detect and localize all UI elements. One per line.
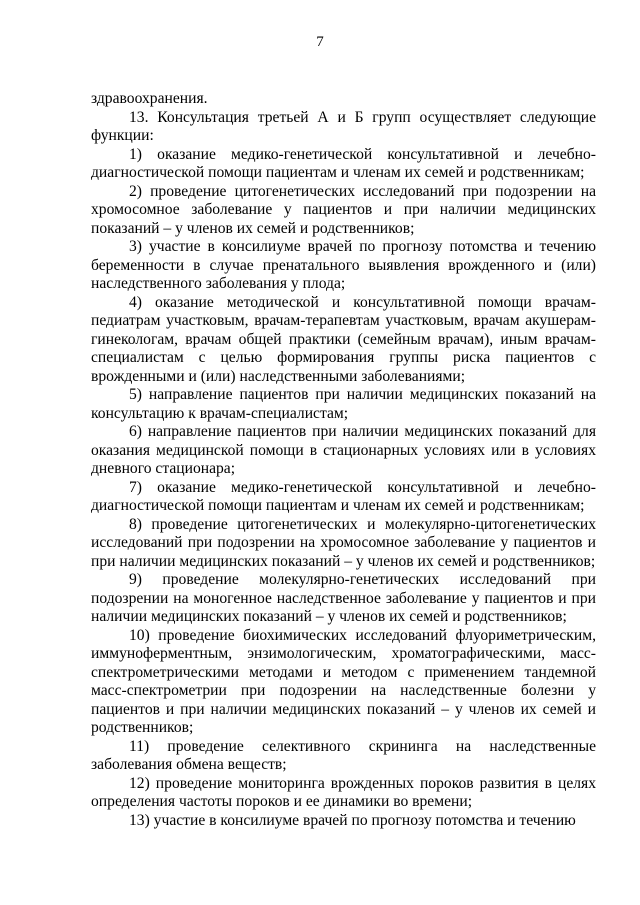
list-item-1: 1) оказание медико-генетической консультативной и лечебно-диагностической помощи пациентам и членам их семей и родственникам; (91, 145, 596, 181)
list-item-3: 3) участие в консилиуме врачей по прогнозу потомства и течению беременности в случае пренатального выявления врожденного и (или) наследственного заболевания у плода; (91, 238, 596, 292)
list-item-13: 13) участие в консилиуме врачей по прогнозу потомства и течению (129, 811, 576, 829)
list-item-10: 10) проведение биохимических исследований флуориметрическим, иммуноферментным, энзимологическим, хроматографическими, масс-спектрометрическими методами и методом с применением тандемной масс-спектрометрии при подозрении на наследственные болезни у пациентов и при наличии медицинских показаний – у членов их семей и родственников; (91, 626, 596, 736)
list-item-4: 4) оказание методической и консультативной помощи врачам-педиатрам участковым, врачам-терапевтам участковым, врачам акушерам-гинекологам, врачам общей практики (семейным врачам), иным врачам-специалистам с целью формирования группы риска пациентов с врожденными и (или) наследственными заболеваниями; (91, 293, 596, 385)
list-item-9: 9) проведение молекулярно-генетических исследований при подозрении на моногенное наследственное заболевание у пациентов и при наличии медицинских показаний – у членов их семей и родственников; (91, 571, 596, 625)
list-item-8: 8) проведение цитогенетических и молекулярно-цитогенетических исследований при подозрении на хромосомное заболевание у пациентов и при наличии медицинских показаний – у членов их семей и родственников; (91, 515, 596, 570)
list-item-6: 6) направление пациентов при наличии медицинских показаний для оказания медицинской помощи в стационарных условиях или в условиях дневного стационара; (91, 423, 596, 477)
list-item-5: 5) направление пациентов при наличии медицинских показаний на консультацию к врачам-специалистам; (91, 386, 596, 422)
list-item-12: 12) проведение мониторинга врожденных пороков развития в целях определения частоты пороков и ее динамики во времени; (91, 774, 596, 810)
list-item-11: 11) проведение селективного скрининга на наследственные заболевания обмена веществ; (91, 737, 596, 773)
list-item-2: 2) проведение цитогенетических исследований при подозрении на хромосомное заболевание у пациентов и при наличии медицинских показаний – у членов их семей и родственников; (91, 182, 596, 237)
paragraph-continuation: здравоохранения. (91, 90, 208, 107)
page-number: 7 (316, 34, 324, 50)
document-body (91, 90, 596, 830)
list-item-7: 7) оказание медико-генетической консультативной и лечебно-диагностической помощи пациентам и членам их семей и родственникам; (91, 478, 596, 514)
paragraph-section-13: 13. Консультация третьей А и Б групп осуществляет следующие функции: (91, 108, 596, 144)
